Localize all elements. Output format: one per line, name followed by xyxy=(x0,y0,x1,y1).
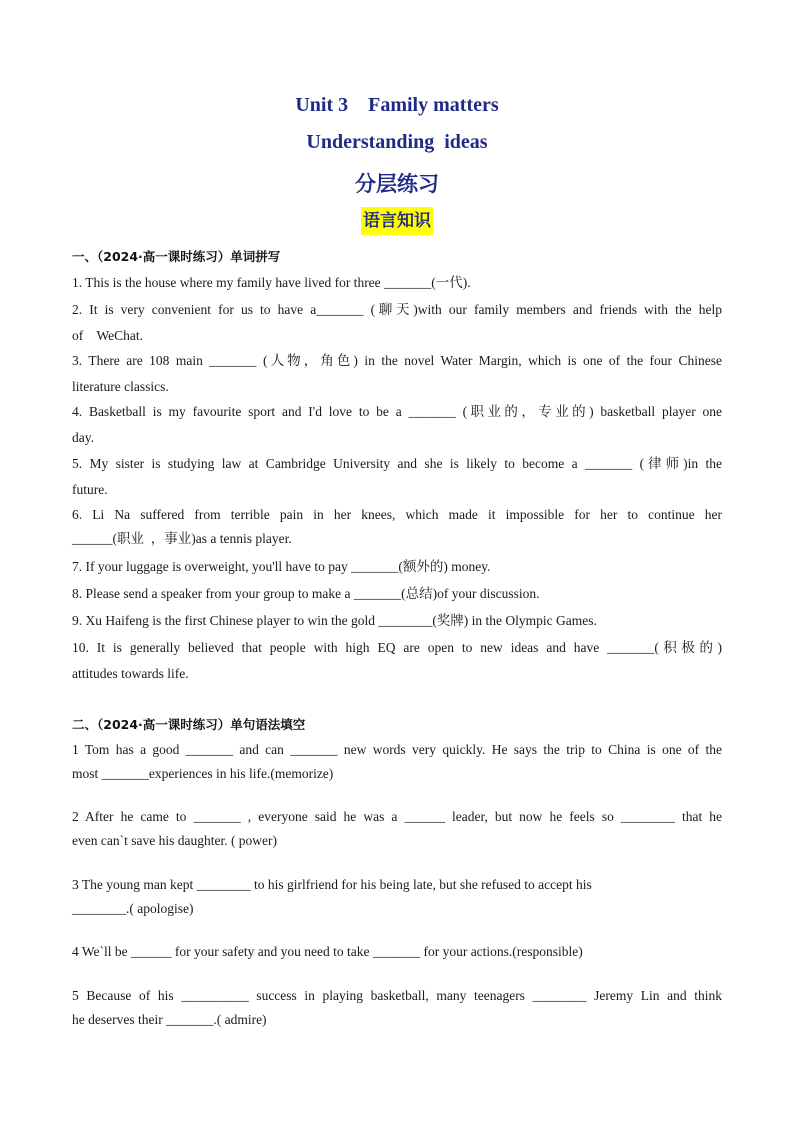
unit-title: Unit 3 Family matters xyxy=(295,94,499,116)
s1-line: 6. Li Na suffered from terrible pain in her knees, which made it impossible for her to continue her xyxy=(72,507,722,522)
s1-line: 7. If your luggage is overweight, you'll have to pay _______(额外的) money. xyxy=(72,559,491,574)
s2-line: most _______experiences in his life.(memorize) xyxy=(72,766,334,781)
s1-line: 4. Basketball is my favourite sport and I'd love to be a _______ (职业的，专业的) basketball player one xyxy=(72,404,722,419)
section-badge: 语言知识 xyxy=(361,207,433,235)
s1-line: future. xyxy=(72,482,108,497)
s2-line: 2 After he came to _______ , everyone said he was a ______ leader, but now he feels so ________ that he xyxy=(72,809,722,824)
s2-line: he deserves their _______.( admire) xyxy=(72,1012,267,1027)
badge-container xyxy=(0,207,794,235)
s1-line: literature classics. xyxy=(72,379,169,394)
s1-line: 2. It is very convenient for us to have a_______ (聊天)with our family members and friends with the help xyxy=(72,302,722,317)
section1-title: 一、（2024·高一课时练习）单词拼写 xyxy=(72,249,281,264)
s2-line: 3 The young man kept ________ to his girlfriend for his being late, but she refused to accept his xyxy=(72,877,592,892)
s1-line: of WeChat. xyxy=(72,328,144,343)
s1-line: 1. This is the house where my family have lived for three _______(一代). xyxy=(72,275,471,290)
s2-line: 1 Tom has a good _______ and can _______ new words very quickly. He says the trip to China is one of the xyxy=(72,742,722,757)
s1-line: 9. Xu Haifeng is the first Chinese player to win the gold ________(奖牌) in the Olympic Games. xyxy=(72,613,597,628)
section2-title: 二、（2024·高一课时练习）单句语法填空 xyxy=(72,717,306,732)
lesson-title: Understanding ideas xyxy=(306,131,488,153)
s2-line: ________.( apologise) xyxy=(72,901,194,916)
s2-line: even can`t save his daughter. ( power) xyxy=(72,833,278,848)
s1-line: attitudes towards life. xyxy=(72,666,189,681)
s1-line: ______(职业 ，事业)as a tennis player. xyxy=(72,531,292,546)
s2-line: 4 We`ll be ______ for your safety and you need to take _______ for your actions.(responsible) xyxy=(72,944,583,959)
worksheet-subtitle: 分层练习 xyxy=(355,172,439,196)
s1-line: 5. My sister is studying law at Cambridge University and she is likely to become a _______ (律师)in the xyxy=(72,456,722,471)
s1-line: day. xyxy=(72,430,94,445)
s1-line: 3. There are 108 main _______ (人物，角色) in the novel Water Margin, which is one of the four Chinese xyxy=(72,353,722,368)
s2-line: 5 Because of his __________ success in playing basketball, many teenagers ________ Jeremy Lin and think xyxy=(72,988,722,1003)
s1-line: 8. Please send a speaker from your group to make a _______(总结)of your discussion. xyxy=(72,586,540,601)
s1-line: 10. It is generally believed that people with high EQ are open to new ideas and have _______(积极的) xyxy=(72,640,722,655)
